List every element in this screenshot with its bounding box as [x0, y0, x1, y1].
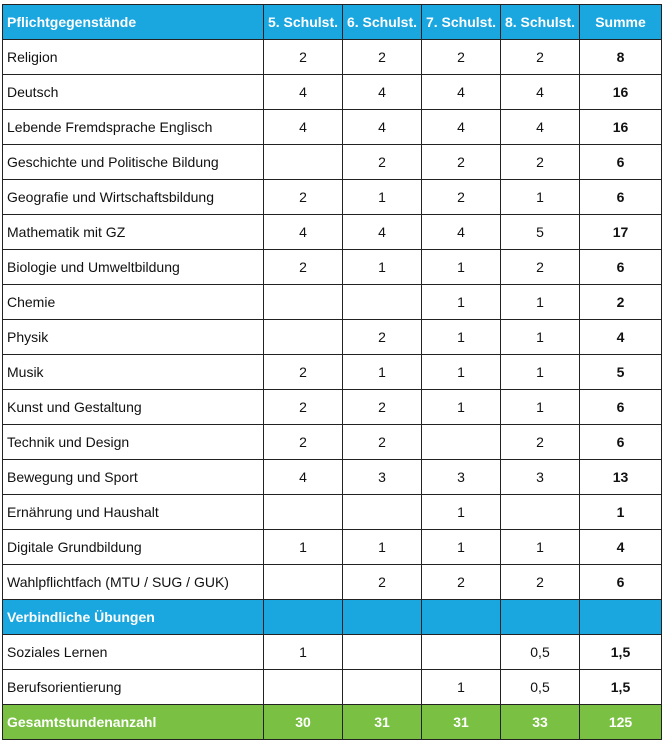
grade-7-hours: 4 [422, 215, 501, 250]
header-grade-5: 5. Schulst. [264, 5, 343, 40]
grade-6-hours: 2 [343, 40, 422, 75]
grade-5-hours [264, 565, 343, 600]
grade-7-hours: 1 [422, 250, 501, 285]
grade-8-hours: 2 [501, 145, 580, 180]
table-row [3, 320, 662, 355]
header-sum: Summe [580, 5, 662, 40]
subject-name: Soziales Lernen [3, 635, 264, 670]
grade-6-hours: 2 [343, 145, 422, 180]
grade-7-hours: 4 [422, 75, 501, 110]
grade-8-hours: 2 [501, 565, 580, 600]
grade-8-hours: 1 [501, 390, 580, 425]
grade-5-hours: 2 [264, 425, 343, 460]
grade-5-hours: 2 [264, 180, 343, 215]
grade-7-hours: 2 [422, 145, 501, 180]
header-grade-8: 8. Schulst. [501, 5, 580, 40]
section-empty-cell [343, 600, 422, 635]
section-empty-cell [580, 600, 662, 635]
header-grade-6: 6. Schulst. [343, 5, 422, 40]
subject-name: Deutsch [3, 75, 264, 110]
grade-7-hours [422, 425, 501, 460]
table-row [3, 670, 662, 705]
row-sum: 6 [580, 390, 662, 425]
curriculum-table [2, 4, 662, 740]
grade-7-hours: 1 [422, 355, 501, 390]
grade-7-hours: 1 [422, 320, 501, 355]
total-grade-7: 31 [422, 705, 501, 740]
subject-name: Ernährung und Haushalt [3, 495, 264, 530]
grade-8-hours: 2 [501, 250, 580, 285]
row-sum: 16 [580, 110, 662, 145]
row-sum: 17 [580, 215, 662, 250]
section-header-row [3, 600, 662, 635]
grade-7-hours [422, 635, 501, 670]
row-sum: 6 [580, 425, 662, 460]
grade-6-hours: 1 [343, 355, 422, 390]
grade-8-hours: 5 [501, 215, 580, 250]
grade-6-hours [343, 285, 422, 320]
section-empty-cell [501, 600, 580, 635]
row-sum: 2 [580, 285, 662, 320]
table-row [3, 390, 662, 425]
table-row [3, 495, 662, 530]
table-row [3, 285, 662, 320]
grade-6-hours: 4 [343, 215, 422, 250]
subject-name: Mathematik mit GZ [3, 215, 264, 250]
table-row [3, 460, 662, 495]
row-sum: 5 [580, 355, 662, 390]
grade-5-hours: 4 [264, 75, 343, 110]
grade-6-hours: 3 [343, 460, 422, 495]
table-row [3, 40, 662, 75]
header-grade-7: 7. Schulst. [422, 5, 501, 40]
grade-5-hours: 2 [264, 40, 343, 75]
grade-6-hours [343, 495, 422, 530]
section-empty-cell [422, 600, 501, 635]
grade-8-hours [501, 495, 580, 530]
grade-7-hours: 3 [422, 460, 501, 495]
subject-name: Berufsorientierung [3, 670, 264, 705]
grade-6-hours: 4 [343, 110, 422, 145]
table-header-row [3, 5, 662, 40]
table-row [3, 565, 662, 600]
total-label: Gesamtstundenanzahl [3, 705, 264, 740]
row-sum: 1 [580, 495, 662, 530]
table-row [3, 145, 662, 180]
grade-5-hours: 4 [264, 110, 343, 145]
grade-6-hours: 1 [343, 530, 422, 565]
row-sum: 6 [580, 565, 662, 600]
grade-8-hours: 1 [501, 180, 580, 215]
table-row [3, 250, 662, 285]
subject-name: Musik [3, 355, 264, 390]
row-sum: 6 [580, 145, 662, 180]
row-sum: 13 [580, 460, 662, 495]
grade-5-hours [264, 285, 343, 320]
row-sum: 4 [580, 320, 662, 355]
grade-8-hours: 4 [501, 75, 580, 110]
subject-name: Physik [3, 320, 264, 355]
grade-6-hours: 1 [343, 250, 422, 285]
grade-5-hours: 4 [264, 215, 343, 250]
subject-name: Chemie [3, 285, 264, 320]
section-title: Verbindliche Übungen [3, 600, 264, 635]
grade-6-hours: 2 [343, 425, 422, 460]
grade-5-hours: 1 [264, 635, 343, 670]
subject-name: Biologie und Umweltbildung [3, 250, 264, 285]
row-sum: 6 [580, 180, 662, 215]
grade-8-hours: 0,5 [501, 670, 580, 705]
grade-5-hours: 2 [264, 355, 343, 390]
grade-5-hours [264, 495, 343, 530]
row-sum: 1,5 [580, 635, 662, 670]
table-row [3, 425, 662, 460]
row-sum: 1,5 [580, 670, 662, 705]
subject-name: Lebende Fremdsprache Englisch [3, 110, 264, 145]
grade-5-hours: 2 [264, 390, 343, 425]
grade-6-hours: 2 [343, 565, 422, 600]
table-row [3, 75, 662, 110]
grade-7-hours: 1 [422, 390, 501, 425]
total-sum: 125 [580, 705, 662, 740]
row-sum: 16 [580, 75, 662, 110]
grade-6-hours: 1 [343, 180, 422, 215]
subject-name: Religion [3, 40, 264, 75]
grade-7-hours: 2 [422, 565, 501, 600]
total-grade-8: 33 [501, 705, 580, 740]
grade-7-hours: 1 [422, 495, 501, 530]
grade-5-hours: 4 [264, 460, 343, 495]
grade-5-hours: 2 [264, 250, 343, 285]
grade-6-hours: 4 [343, 75, 422, 110]
grade-8-hours: 1 [501, 530, 580, 565]
grade-5-hours [264, 145, 343, 180]
grade-7-hours: 2 [422, 40, 501, 75]
table-row [3, 110, 662, 145]
grade-7-hours: 1 [422, 670, 501, 705]
table-row [3, 530, 662, 565]
subject-name: Kunst und Gestaltung [3, 390, 264, 425]
table-row [3, 180, 662, 215]
grade-5-hours [264, 670, 343, 705]
grade-8-hours: 4 [501, 110, 580, 145]
row-sum: 6 [580, 250, 662, 285]
subject-name: Technik und Design [3, 425, 264, 460]
grade-6-hours [343, 670, 422, 705]
grade-8-hours: 1 [501, 285, 580, 320]
grade-6-hours [343, 635, 422, 670]
grade-8-hours: 0,5 [501, 635, 580, 670]
subject-name: Geschichte und Politische Bildung [3, 145, 264, 180]
total-row [3, 705, 662, 740]
table-row [3, 355, 662, 390]
header-subject: Pflichtgegenstände [3, 5, 264, 40]
grade-8-hours: 2 [501, 40, 580, 75]
grade-7-hours: 1 [422, 285, 501, 320]
grade-5-hours [264, 320, 343, 355]
row-sum: 8 [580, 40, 662, 75]
subject-name: Digitale Grundbildung [3, 530, 264, 565]
grade-5-hours: 1 [264, 530, 343, 565]
subject-name: Bewegung und Sport [3, 460, 264, 495]
grade-7-hours: 2 [422, 180, 501, 215]
subject-name: Wahlpflichtfach (MTU / SUG / GUK) [3, 565, 264, 600]
total-grade-6: 31 [343, 705, 422, 740]
table-row [3, 215, 662, 250]
grade-8-hours: 1 [501, 355, 580, 390]
grade-7-hours: 1 [422, 530, 501, 565]
grade-8-hours: 2 [501, 425, 580, 460]
grade-8-hours: 3 [501, 460, 580, 495]
section-empty-cell [264, 600, 343, 635]
table-row [3, 635, 662, 670]
grade-8-hours: 1 [501, 320, 580, 355]
grade-6-hours: 2 [343, 320, 422, 355]
total-grade-5: 30 [264, 705, 343, 740]
grade-6-hours: 2 [343, 390, 422, 425]
row-sum: 4 [580, 530, 662, 565]
subject-name: Geografie und Wirtschaftsbildung [3, 180, 264, 215]
grade-7-hours: 4 [422, 110, 501, 145]
